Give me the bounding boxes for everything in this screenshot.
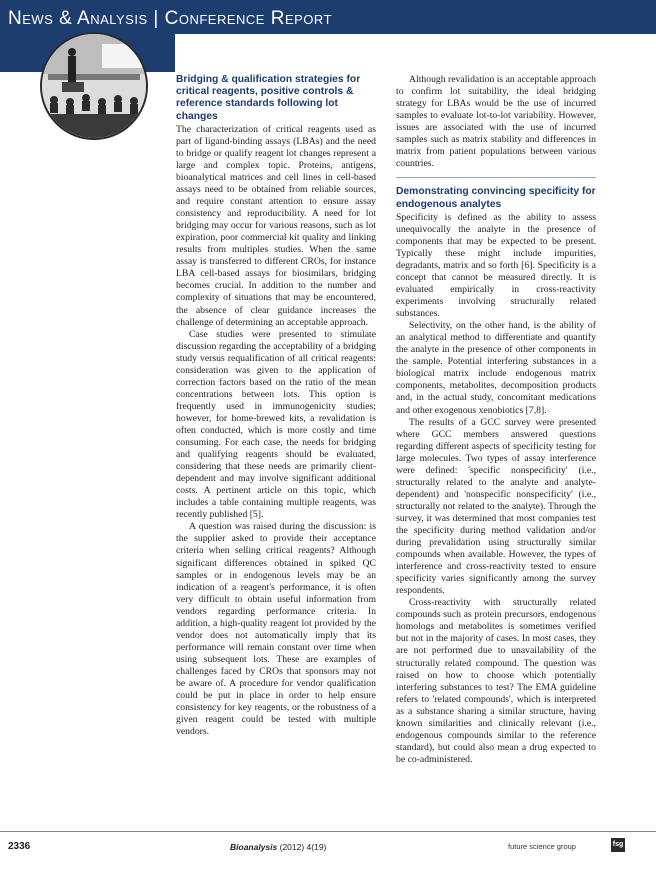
paragraph: A question was raised during the discussion: is the supplier asked to provide their acceptance criteria when selling critical reagents? Although significant differences obtained in spiked QC samples or in endogenous levels may be an indication of a reagent's performance, it is often very difficult to obtain useful information from vendors regarding performance criteria. In addition, a high-quality reagent lot provided by the vendor does not automatically imply that its performance will remain constant over time when using subsequent lots. These are examples of challenges faced by CROs that sponsors may not be aware of. A procedure for vendor qualification could be put in place in order to help ensure consistency for key reagents, or the robustness of a given reagent could be tested with multiple vendors. [176, 521, 376, 738]
header-banner [0, 0, 656, 34]
paragraph: Case studies were presented to stimulate discussion regarding the acceptability of a bridging study versus requalification of all critical reagents: consideration was given to the application of correction factors based on the ratio of the mean concentrations between lots. This option is frequently used in immunogenicity studies; however, for home-brewed kits, a revalidation is often conducted, which is more costly and time consuming. For each case, the needs for bridging and qualifying reagents should be evaluated, considering that these needs are primarily client-dependent and may involve significant additional costs. A pertinent article on this topic, which includes a table containing multiple reagents, was recently published [5]. [176, 328, 376, 521]
paragraph: Specificity is defined as the ability to assess unequivocally the analyte in the presence of components that may be expected to be present. Typically these might include impurities, degradants, matrix and so forth [6]. Specificity is a concept that cannot be measured directly. It is evaluated empirically in cross-reactivity experiments involving structurally related substances. [396, 211, 596, 320]
section-title: News & Analysis | Conference Report [8, 8, 333, 29]
journal-citation [230, 842, 326, 852]
publisher-logo: fsg [611, 838, 625, 852]
footer-rule [0, 831, 656, 832]
paragraph: The results of a GCC survey were presented where GCC members answered questions regarding different aspects of specificity testing for large molecules. Two types of assay interference were defined: 'specific nonspecificity' (i.e., structurally related to the analyte and analyte-dependent) and 'nonspecific nonspecificity' (i.e., structurally not related to the analyte). Through the survey, it was determined that most companies test the specificity during method validation and/or during prevalidation using structurally similar compounds when available. However, the types of interference and cross-reactivity tested to ensure specificity varies significantly among the survey respondents. [396, 416, 596, 597]
right-text-column [396, 74, 596, 766]
left-text-column [176, 74, 376, 738]
paragraph: Cross-reactivity with structurally related compounds such as protein precursors, endogenous homologs and metabolites is sometimes verified but not in the majority of cases. In most cases, they are not performed due to unavailability of the structurally related compound. The question was raised on how to choose which potentially interfering substances to test? The EMA guideline refers to 'related compounds', which is interpreted as a substance sharing a similar structure, having known similarities and clinically relevant (i.e., endogenous compounds similar to the reference standard), but could also mean a drug expected to be co-administered. [396, 597, 596, 765]
journal-name: Bioanalysis [230, 842, 278, 852]
paragraph: Although revalidation is an acceptable approach to confirm lot suitability, the ideal bridging strategy for LBAs would be the use of incurred samples to evaluate lot-to-lot variability. However, issues are associated with the use of incurred samples such as matrix stability and differences in matrix from patient populations between various countries. [396, 74, 596, 170]
conference-photo [40, 32, 148, 140]
section-heading-specificity: Demonstrating convincing specificity for endogenous analytes [396, 177, 596, 210]
paragraph: The characterization of critical reagents used as part of ligand-binding assays (LBAs) and the need to bridge or qualify reagent lot changes represent a large and complex topic. Proteins, antigens, bioanalytical matrices and cell lines in cell-based assays need to be obtained from reliable sources, and require constant attention to ensure assay consistency and reproducibility. A need for lot bridging may occur for various reasons, such as lot expiration, poor commercial kit quality and linking results from multiples studies. When the same assay is transferred to different CROs, for instance LBA cell-based assays for biosimilars, bridging becomes crucial. In addition to the number and complexity of situations that may be encountered, the absence of clear guidance increases the challenge of determining an acceptable approach. [176, 123, 376, 328]
section-heading-bridging: Bridging & qualification strategies for critical reagents, positive controls & reference standards following lot changes [176, 74, 361, 122]
journal-volume: (2012) 4(19) [277, 842, 327, 852]
paragraph: Selectivity, on the other hand, is the ability of an analytical method to differentiate and quantify the analyte in the presence of other components in the sample. Potential interfering substances in a biological matrix include endogenous matrix components, metabolites, decomposition products and, in the actual study, concomitant medications and other exogenous xenobiotics [7,8]. [396, 320, 596, 416]
publisher-name: future science group [508, 842, 576, 851]
page-number: 2336 [8, 841, 31, 852]
